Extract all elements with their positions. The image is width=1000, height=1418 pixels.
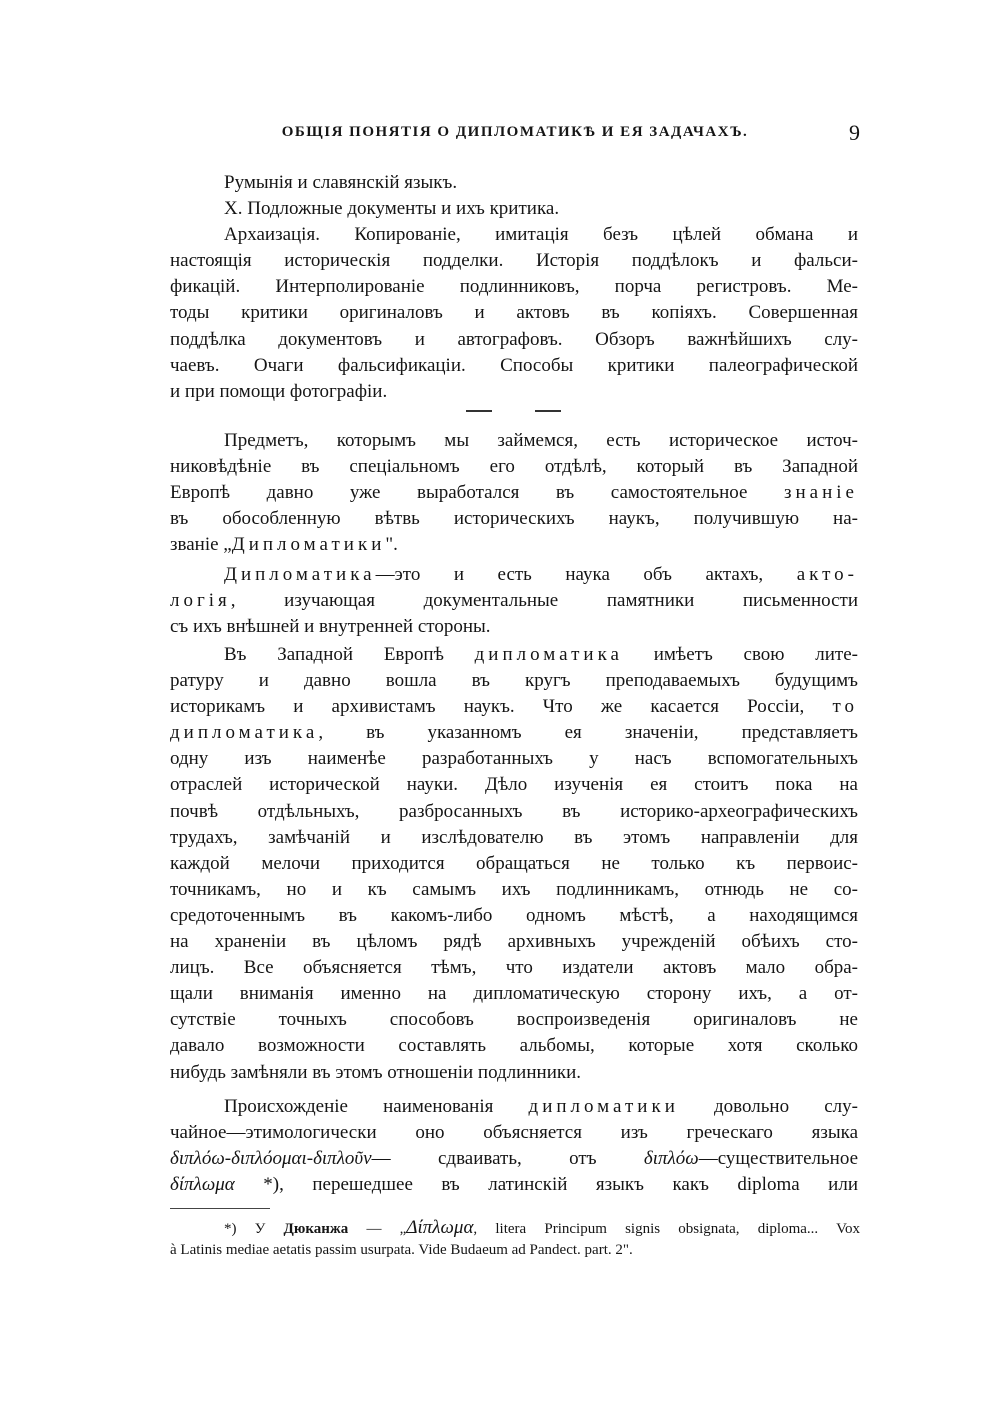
toc-line: и при помощи фотографіи. <box>170 380 388 402</box>
text-line: отраслей исторической науки. Дѣло изученія ея стоитъ пока на <box>170 774 858 796</box>
text-line <box>170 588 858 614</box>
toc-line: фикацій. Интерполированіе подлинниковъ, порча регистровъ. Ме- <box>170 276 858 298</box>
spaced-term: Дипломатики <box>231 534 386 556</box>
spaced-term: дипломатика <box>170 722 319 744</box>
text-run: —это и есть наука объ актахъ, <box>375 564 797 585</box>
toc-line: поддѣлка документовъ и автографовъ. Обзоръ важнѣйшихъ слу- <box>170 328 858 350</box>
paragraph-3 <box>170 642 858 1086</box>
text-line: одну изъ наименѣе разработанныхъ у насъ вспомогательныхъ <box>170 748 858 770</box>
text-line: каждой мелочи приходится обращаться не только къ первоис- <box>170 852 858 874</box>
toc-line: чаевъ. Очаги фальсификаціи. Способы критики палеографической <box>170 354 858 376</box>
text-run: —существительное <box>698 1148 858 1170</box>
text-run: Происхожденіе наименованія <box>224 1096 529 1117</box>
footnote <box>170 1217 860 1261</box>
running-head: ОБЩІЯ ПОНЯТІЯ О ДИПЛОМАТИКѢ И ЕЯ ЗАДАЧАХЪ. <box>281 124 749 140</box>
author-name: Дюканжа <box>283 1221 349 1237</box>
section-divider <box>466 410 561 412</box>
text-line: на храненіи въ цѣломъ рядѣ архивныхъ учрежденій обѣихъ сто- <box>170 931 858 953</box>
footnote-line <box>170 1217 860 1239</box>
text-line: въ обособленную вѣтвь историческихъ наукъ, получившую на- <box>170 508 858 530</box>
page-header <box>170 120 860 150</box>
toc-line: X. Подложные документы и ихъ критика. <box>224 198 560 220</box>
text-run: ". <box>385 534 398 556</box>
page-number: 9 <box>849 120 860 145</box>
text-run: Европѣ давно уже выработался въ самостоятельное <box>170 482 784 504</box>
greek-term: Δίπλωμα <box>406 1217 474 1238</box>
greek-term: διπλόω-διπλόομαι-διπλοῦν <box>170 1148 372 1170</box>
text-line <box>170 1146 858 1172</box>
text-line <box>170 480 858 506</box>
text-line: щали вниманія именно на дипломатическую сторону ихъ, а от- <box>170 983 858 1005</box>
text-line <box>170 694 858 720</box>
text-line: ратуру и давно вошла въ кругъ преподаваемыхъ будущимъ <box>170 670 858 692</box>
text-line <box>170 642 858 668</box>
toc-line: тоды критики оригиналовъ и актовъ въ копіяхъ. Совершенная <box>170 302 858 324</box>
text-run: , litera Principum signis obsignata, diploma... Vox <box>473 1221 860 1237</box>
footnote-line: à Latinis mediae aetatis passim usurpata. Vide Budaeum ad Pandect. part. 2". <box>170 1242 633 1258</box>
toc-line: настоящія историческія подделки. Исторія поддѣлокъ и фальси- <box>170 250 858 272</box>
text-line: Предметъ, которымъ мы займемся, есть историческое источ- <box>224 430 858 451</box>
text-run: , въ указанномъ ея значеніи, представляетъ <box>318 722 858 744</box>
text-line <box>170 1172 858 1198</box>
text-line: лицъ. Все объясняется тѣмъ, что издатели актовъ мало обра- <box>170 957 858 979</box>
spaced-term: дипломатика <box>474 644 623 665</box>
text-line: сутствіе точныхъ способовъ воспроизведенія оригиналовъ не <box>170 1009 858 1031</box>
text-line: никовѣдѣніе въ спеціальномъ его отдѣлѣ, который въ Западной <box>170 456 858 478</box>
text-line <box>170 562 858 588</box>
greek-term: διπλόω <box>643 1148 699 1170</box>
spaced-term: дипломатики <box>528 1096 679 1117</box>
toc-line: Архаизація. Копированіе, имитація безъ цѣлей обмана и <box>224 224 858 246</box>
text-run: — сдваивать, отъ <box>371 1148 644 1170</box>
text-line: чайное—этимологически оно объясняется изъ греческаго языка <box>170 1122 858 1144</box>
text-run: *), перешедшее въ латинскій языкъ какъ diploma или <box>234 1174 858 1196</box>
text-run: имѣетъ свою лите- <box>622 644 858 665</box>
text-line: съ ихъ внѣшней и внутренней стороны. <box>170 616 491 638</box>
text-line <box>170 720 858 746</box>
greek-term: δίπλωμα <box>170 1174 235 1196</box>
text-line: почвѣ отдѣльныхъ, разбросанныхъ въ историко-археографическихъ <box>170 800 858 822</box>
text-line: давало возможности составлять альбомы, которые хотя сколько <box>170 1035 858 1057</box>
text-run: Въ Западной Европѣ <box>224 644 475 665</box>
spaced-term: акто- <box>796 564 858 585</box>
footnote-rule <box>170 1208 270 1209</box>
text-run: — „ <box>348 1221 407 1237</box>
text-line: трудахъ, замѣчаній и изслѣдователю въ этомъ направленіи для <box>170 826 858 848</box>
paragraph-4 <box>170 1094 858 1198</box>
text-run: , изучающая документальные памятники письменности <box>230 590 858 612</box>
toc-line: Румынія и славянскій языкъ. <box>224 172 458 193</box>
text-line <box>170 1094 858 1120</box>
text-run: довольно слу- <box>678 1096 858 1117</box>
spaced-term: знаніе <box>784 482 858 504</box>
text-line <box>170 532 858 558</box>
text-run: *) У <box>224 1221 284 1237</box>
spaced-term: Дипломатика <box>224 564 376 585</box>
toc-block <box>170 170 858 405</box>
text-line: нибудь замѣняли въ этомъ отношеніи подлинники. <box>170 1061 582 1083</box>
text-line: средоточеннымъ въ какомъ-либо одномъ мѣстѣ, а находящимся <box>170 904 858 926</box>
paragraph-2 <box>170 562 858 640</box>
text-line: точникамъ, но и къ самымъ ихъ подлинникамъ, отнюдь не со- <box>170 878 858 900</box>
spaced-term: логія <box>170 590 231 612</box>
spaced-term: то <box>832 696 858 718</box>
text-run: званіе „ <box>170 534 232 556</box>
paragraph-1 <box>170 428 858 558</box>
text-run: историкамъ и архивистамъ наукъ. Что же касается Россіи, <box>170 696 833 718</box>
